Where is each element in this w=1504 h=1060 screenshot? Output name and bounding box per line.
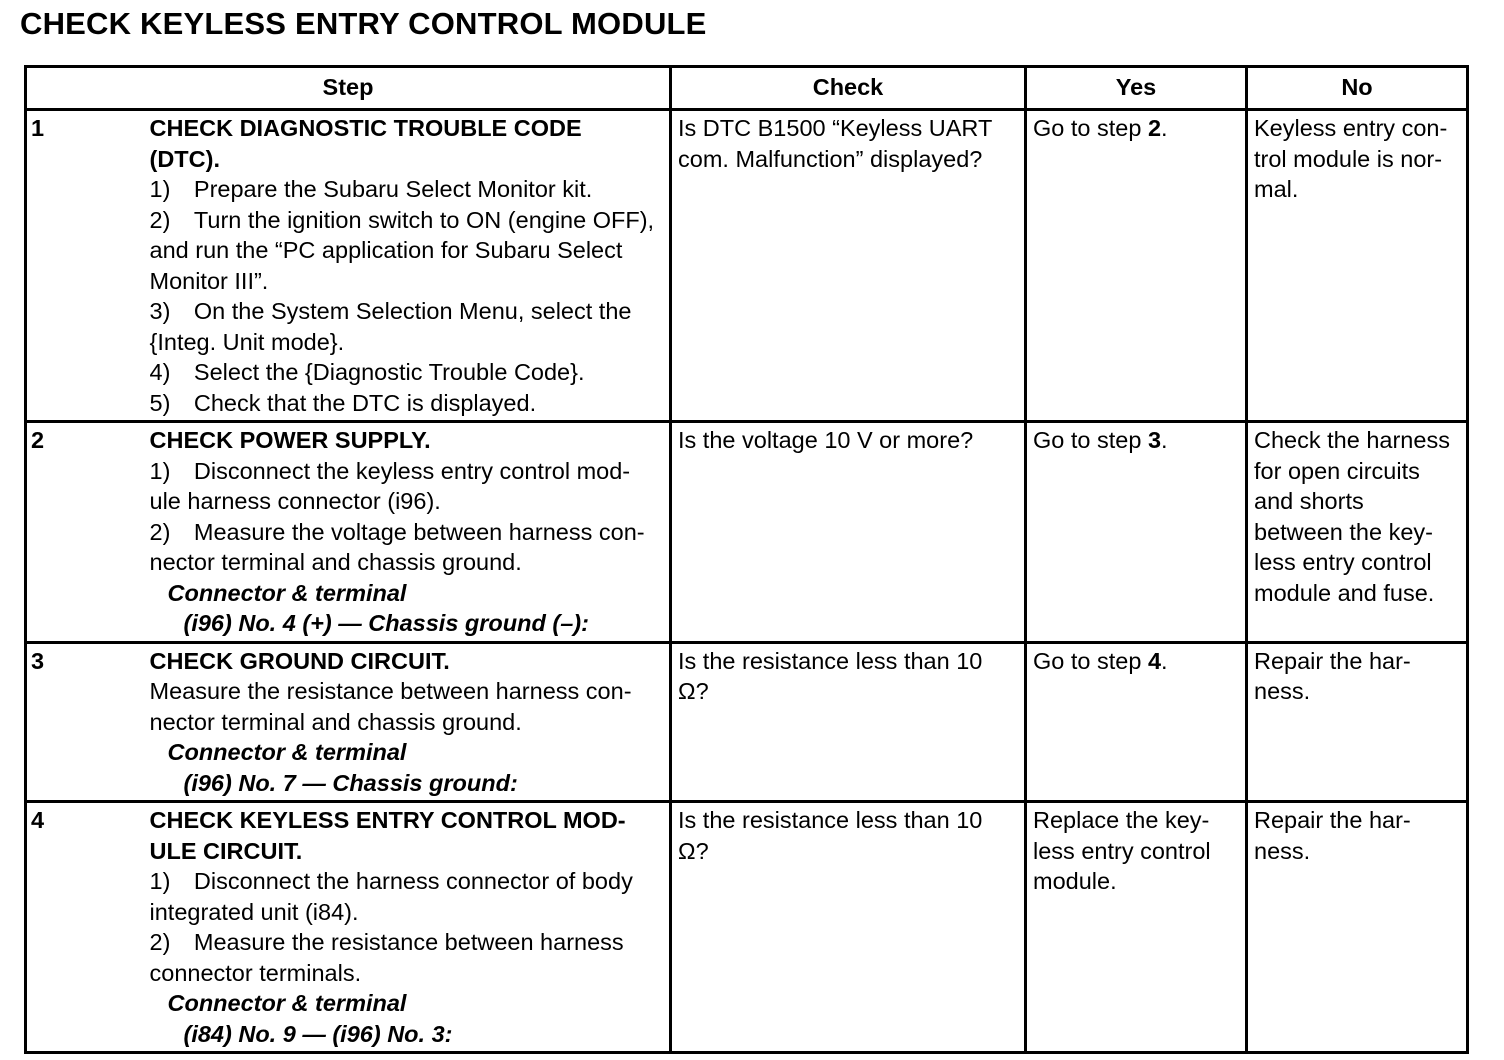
no-cell (1247, 110, 1468, 422)
connector-terminal: (i96) No. 7 — Chassis ground: (183, 769, 518, 796)
table-row (26, 802, 1468, 1053)
table-row (26, 642, 1468, 802)
check-line: com. Malfunction” displayed? (678, 145, 983, 172)
step-line: connector terminals. (149, 959, 362, 986)
no-line: module and fuse. (1254, 579, 1435, 606)
yes-line: Replace the key- (1033, 807, 1210, 833)
page-title: CHECK KEYLESS ENTRY CONTROL MODULE (20, 6, 707, 41)
check-cell (671, 110, 1026, 422)
step-line: Measure the resistance between harness con- (149, 678, 632, 704)
yes-cell (1026, 802, 1247, 1053)
no-cell (1247, 642, 1468, 802)
check-line: Is the resistance less than 10 Ω? (678, 807, 983, 864)
connector-label: Connector & terminal (167, 739, 407, 765)
no-line: Check the harness (1254, 427, 1450, 453)
step-description (150, 110, 671, 422)
yes-line: module. (1033, 868, 1117, 894)
step-line: integrated unit (i84). (149, 898, 359, 925)
step-line: 2) Measure the voltage between harness con- (149, 518, 645, 545)
connector-label: Connector & terminal (167, 990, 407, 1016)
header-no: No (1247, 67, 1468, 110)
check-cell (671, 802, 1026, 1053)
yes-line: less entry control (1033, 837, 1211, 864)
yes-period: . (1161, 427, 1168, 453)
no-line: mal. (1254, 176, 1299, 202)
check-line: Is DTC B1500 “Keyless UART (678, 115, 993, 141)
step-description (150, 802, 671, 1053)
yes-step-number: 2 (1147, 115, 1162, 141)
procedure-table (24, 65, 1469, 1054)
step-number: 2 (26, 422, 150, 643)
connector-label: Connector & terminal (167, 579, 407, 606)
no-line: Repair the har- (1254, 647, 1411, 674)
step-title: CHECK POWER SUPPLY. (149, 427, 431, 453)
no-cell (1247, 802, 1468, 1053)
no-line: ness. (1254, 837, 1311, 864)
no-line: for open circuits (1254, 457, 1420, 484)
step-line: Monitor III”. (149, 267, 269, 294)
step-line: 1) Disconnect the keyless entry control mod- (149, 457, 631, 484)
step-line: {Integ. Unit mode}. (149, 328, 345, 355)
table-row (26, 422, 1468, 643)
step-line: 1) Prepare the Subaru Select Monitor kit. (149, 176, 593, 202)
yes-step-number: 4 (1147, 647, 1162, 674)
check-line: Is the resistance less than 10 Ω? (678, 647, 983, 704)
check-cell (671, 422, 1026, 643)
step-description (150, 422, 671, 643)
check-line: Is the voltage 10 V or more? (678, 427, 974, 453)
no-line: Keyless entry con- (1254, 115, 1448, 141)
yes-text: Go to step (1033, 427, 1148, 453)
no-line: and shorts (1254, 488, 1364, 514)
step-line: 2) Turn the ignition switch to ON (engine OFF), (149, 206, 655, 233)
yes-text: Go to step (1033, 115, 1148, 141)
yes-cell (1026, 642, 1247, 802)
yes-period: . (1161, 115, 1168, 141)
table-row (26, 110, 1468, 422)
connector-terminal: (i96) No. 4 (+) — Chassis ground (–): (183, 610, 589, 636)
step-line: 3) On the System Selection Menu, select the (149, 298, 632, 324)
step-title: CHECK DIAGNOSTIC TROUBLE CODE (149, 115, 582, 141)
step-number: 1 (26, 110, 150, 422)
header-check: Check (671, 67, 1026, 110)
yes-period: . (1161, 647, 1168, 674)
header-step: Step (26, 67, 671, 110)
no-line: between the key- (1254, 518, 1433, 545)
no-line: Repair the har- (1254, 807, 1411, 833)
step-title-cont: ULE CIRCUIT. (149, 837, 303, 864)
step-number: 3 (26, 642, 150, 802)
yes-text: Go to step (1033, 647, 1148, 674)
step-line: nector terminal and chassis ground. (149, 549, 522, 575)
no-line: ness. (1254, 678, 1311, 704)
step-line: 5) Check that the DTC is displayed. (149, 389, 537, 416)
step-line: 2) Measure the resistance between harness (149, 929, 624, 955)
no-cell (1247, 422, 1468, 643)
step-description (150, 642, 671, 802)
step-number: 4 (26, 802, 150, 1053)
yes-cell (1026, 110, 1247, 422)
yes-step-number: 3 (1147, 427, 1162, 453)
step-title: CHECK GROUND CIRCUIT. (149, 647, 450, 674)
no-line: less entry control (1254, 549, 1432, 575)
step-line: nector terminal and chassis ground. (149, 708, 522, 735)
step-line: ule harness connector (i96). (149, 488, 441, 514)
step-title: CHECK KEYLESS ENTRY CONTROL MOD- (149, 807, 626, 833)
connector-terminal: (i84) No. 9 — (i96) No. 3: (183, 1020, 453, 1047)
step-line: and run the “PC application for Subaru Select (149, 237, 623, 263)
step-line: 4) Select the {Diagnostic Trouble Code}. (149, 359, 585, 385)
check-cell (671, 642, 1026, 802)
step-title-cont: (DTC). (149, 145, 220, 172)
step-line: 1) Disconnect the harness connector of body (149, 868, 633, 894)
table-header-row (26, 67, 1468, 110)
no-line: trol module is nor- (1254, 145, 1443, 172)
header-yes: Yes (1026, 67, 1247, 110)
yes-cell (1026, 422, 1247, 643)
